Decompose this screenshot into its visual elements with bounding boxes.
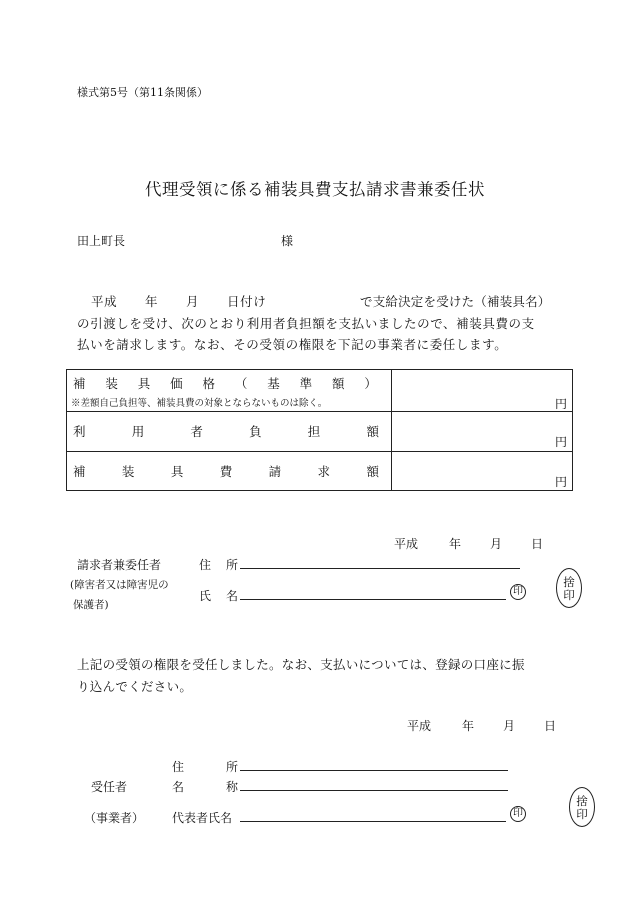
agent-representative-line[interactable]	[240, 821, 506, 822]
agent-name-label-2: 称	[226, 780, 239, 794]
accept-date-month: 月	[503, 719, 516, 733]
claimant-name-label-1: 氏	[199, 589, 212, 603]
agent-address-label-1: 住	[172, 760, 185, 774]
intro-month: 月	[186, 294, 200, 309]
unit-yen: 円	[554, 475, 567, 489]
claim-date-month: 月	[490, 537, 503, 551]
amount-table	[66, 369, 573, 491]
accept-date-era: 平成	[407, 719, 432, 733]
agent-seal-mark: 印	[510, 806, 526, 822]
claim-date-year: 年	[449, 537, 462, 551]
agent-name-label-1: 名	[172, 780, 185, 794]
document-title: 代理受領に係る補装具費支払請求書兼委任状	[145, 180, 485, 199]
table-row-standard-price	[67, 370, 572, 412]
form-number: 様式第5号（第11条関係）	[77, 86, 208, 99]
accept-date-day: 日	[544, 719, 557, 733]
row-label-user-burden: 利 用 者 負 担 額	[73, 424, 379, 439]
acceptance-line-2: り込んでください。	[77, 679, 193, 694]
row-label-standard-price: 補 装 具 価 格 （ 基 準 額 ）	[73, 376, 377, 391]
claimant-name-label-2: 名	[226, 589, 239, 603]
row-label-claim-amount: 補 装 具 費 請 求 額	[73, 464, 379, 479]
agent-representative-label: 代表者氏名	[172, 811, 233, 825]
row-note: ※差額自己負担等、補装具費の対象とならないものは除く。	[71, 398, 328, 409]
claimant-name-line[interactable]	[240, 599, 506, 600]
unit-yen: 円	[554, 435, 567, 449]
claim-date-day: 日	[531, 537, 544, 551]
intro-year: 年	[145, 294, 159, 309]
claimant-role: 請求者兼委任者	[77, 558, 162, 572]
honorific: 様	[281, 234, 294, 248]
claimant-address-label-2: 所	[226, 558, 239, 572]
claimant-address-line[interactable]	[240, 568, 520, 569]
agent-role: 受任者	[91, 780, 128, 794]
intro-line-1	[91, 292, 117, 310]
table-row-claim-amount	[67, 452, 572, 490]
intro-line-3: 払いを請求します。なお、その受領の権限を下記の事業者に委任します。	[77, 337, 508, 352]
intro-dated: 日付け	[227, 294, 267, 309]
intro-era: 平成	[91, 294, 118, 309]
intro-line-2: の引渡しを受け、次のとおり利用者負担額を支払いましたので、補装具費の支	[77, 316, 535, 331]
unit-yen: 円	[554, 397, 567, 411]
agent-address-label-2: 所	[226, 760, 239, 774]
agent-address-line[interactable]	[240, 770, 508, 771]
claimant-role-note-1: (障害者又は障害児の	[70, 579, 169, 591]
claimant-role-note-2: 保護者)	[73, 599, 109, 611]
agent-discard-stamp: 捨 印	[569, 787, 595, 827]
addressee: 田上町長	[77, 234, 126, 248]
agent-company-name-line[interactable]	[240, 790, 508, 791]
accept-date-year: 年	[462, 719, 475, 733]
claimant-address-label-1: 住	[199, 558, 212, 572]
table-row-user-burden	[67, 412, 572, 452]
claimant-seal-mark: 印	[510, 584, 526, 600]
claim-date-era: 平成	[394, 537, 419, 551]
agent-role-note: （事業者）	[84, 811, 145, 825]
claimant-discard-stamp: 捨 印	[556, 568, 582, 608]
intro-line-1-tail: で支給決定を受けた（補装具名）	[360, 294, 551, 309]
acceptance-line-1: 上記の受領の権限を受任しました。なお、支払いについては、登録の口座に振	[77, 657, 525, 672]
